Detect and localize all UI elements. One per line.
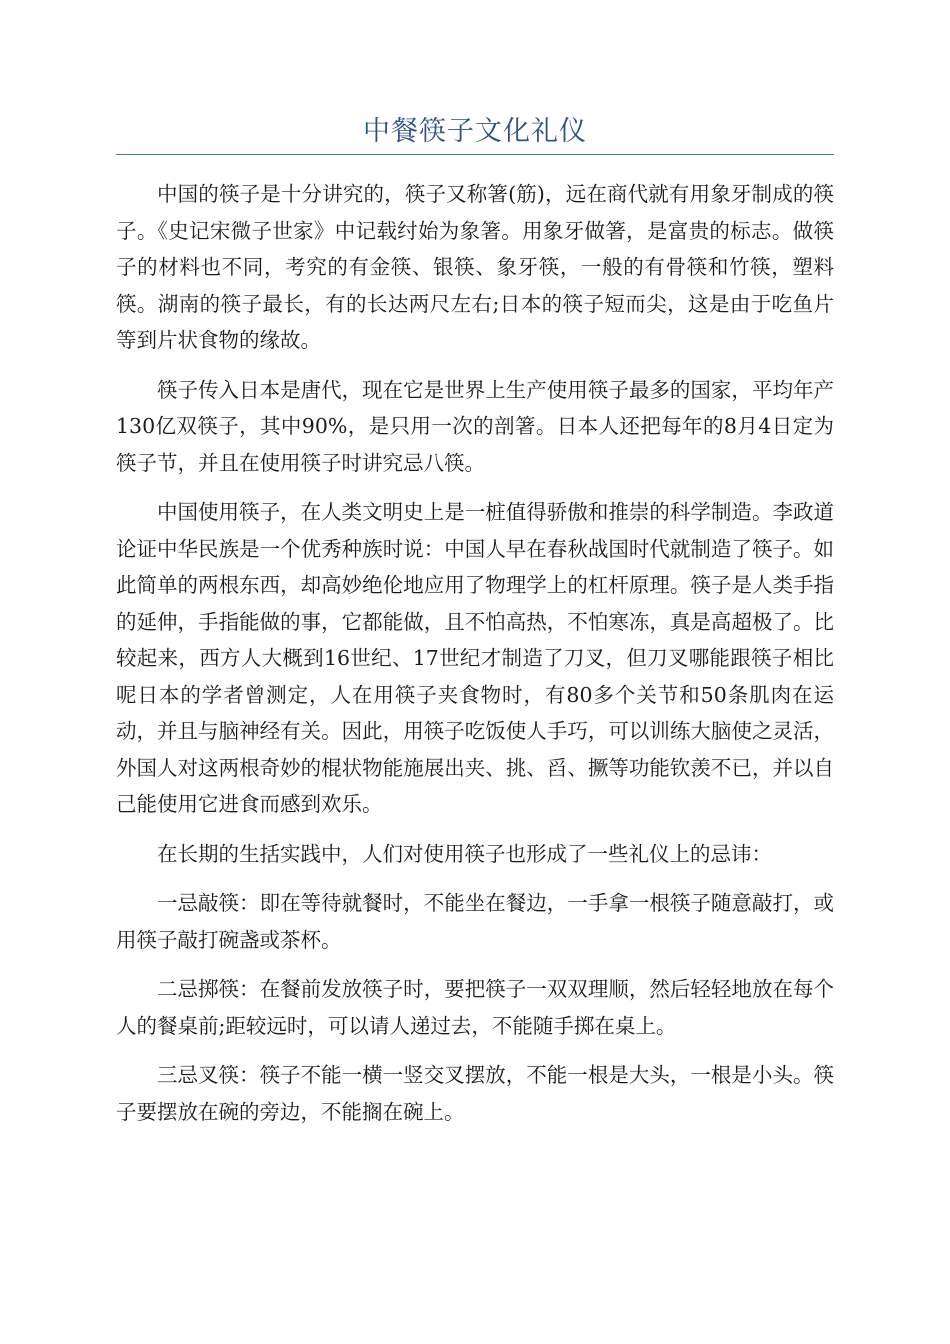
document-title: 中餐筷子文化礼仪 <box>363 116 587 147</box>
paragraph-taboo-2: 二忌掷筷：在餐前发放筷子时，要把筷子一双双理顺，然后轻轻地放在每个人的餐桌前;距较远时，可以请人递过去，不能随手掷在桌上。 <box>116 977 834 1038</box>
paragraph-science: 中国使用筷子，在人类文明史上是一桩值得骄傲和推崇的科学制造。李政道论证中华民族是一个优秀种族时说：中国人早在春秋战国时代就制造了筷子。如此简单的两根东西，却高妙绝伦地应用了物理学上的杠杆原理。筷子是人类手指的延伸，手指能做的事，它都能做，且不怕高热，不怕寒冻，真是高超极了。比较起来，西方人大概到16世纪、17世纪才制造了刀叉，但刀叉哪能跟筷子相比呢日本的学者曾测定，人在用筷子夹食物时，有80多个关节和50条肌肉在运动，并且与脑神经有关。因此，用筷子吃饭使人手巧，可以训练大脑使之灵活，外国人对这两根奇妙的棍状物能施展出夹、挑、舀、撅等功能钦羡不已，并以自己能使用它进食而感到欢乐。 <box>116 500 834 816</box>
title-underline <box>116 154 834 155</box>
paragraph-taboos-intro: 在长期的生括实践中，人们对使用筷子也形成了一些礼仪上的忌讳： <box>157 841 772 866</box>
paragraph-history: 中国的筷子是十分讲究的，筷子又称箸(筋)，远在商代就有用象牙制成的筷子。《史记宋微子世家》中记载纣始为象箸。用象牙做箸，是富贵的标志。做筷子的材料也不同，考究的有金筷、银筷、象牙筷，一般的有骨筷和竹筷，塑料筷。湖南的筷子最长，有的长达两尺左右;日本的筷子短而尖，这是由于吃鱼片等到片状食物的缘故。 <box>116 182 834 352</box>
paragraph-taboo-1: 一忌敲筷：即在等待就餐时，不能坐在餐边，一手拿一根筷子随意敲打，或用筷子敲打碗盏或茶杯。 <box>116 891 834 952</box>
paragraph-japan: 筷子传入日本是唐代，现在它是世界上生产使用筷子最多的国家，平均年产130亿双筷子，其中90%，是只用一次的剖箸。日本人还把每年的8月4日定为筷子节，并且在使用筷子时讲究忌八筷。 <box>116 377 834 475</box>
paragraph-taboo-3: 三忌叉筷：筷子不能一横一竖交叉摆放，不能一根是大头，一根是小头。筷子要摆放在碗的旁边，不能搁在碗上。 <box>116 1063 834 1124</box>
document-body <box>116 176 834 1143</box>
